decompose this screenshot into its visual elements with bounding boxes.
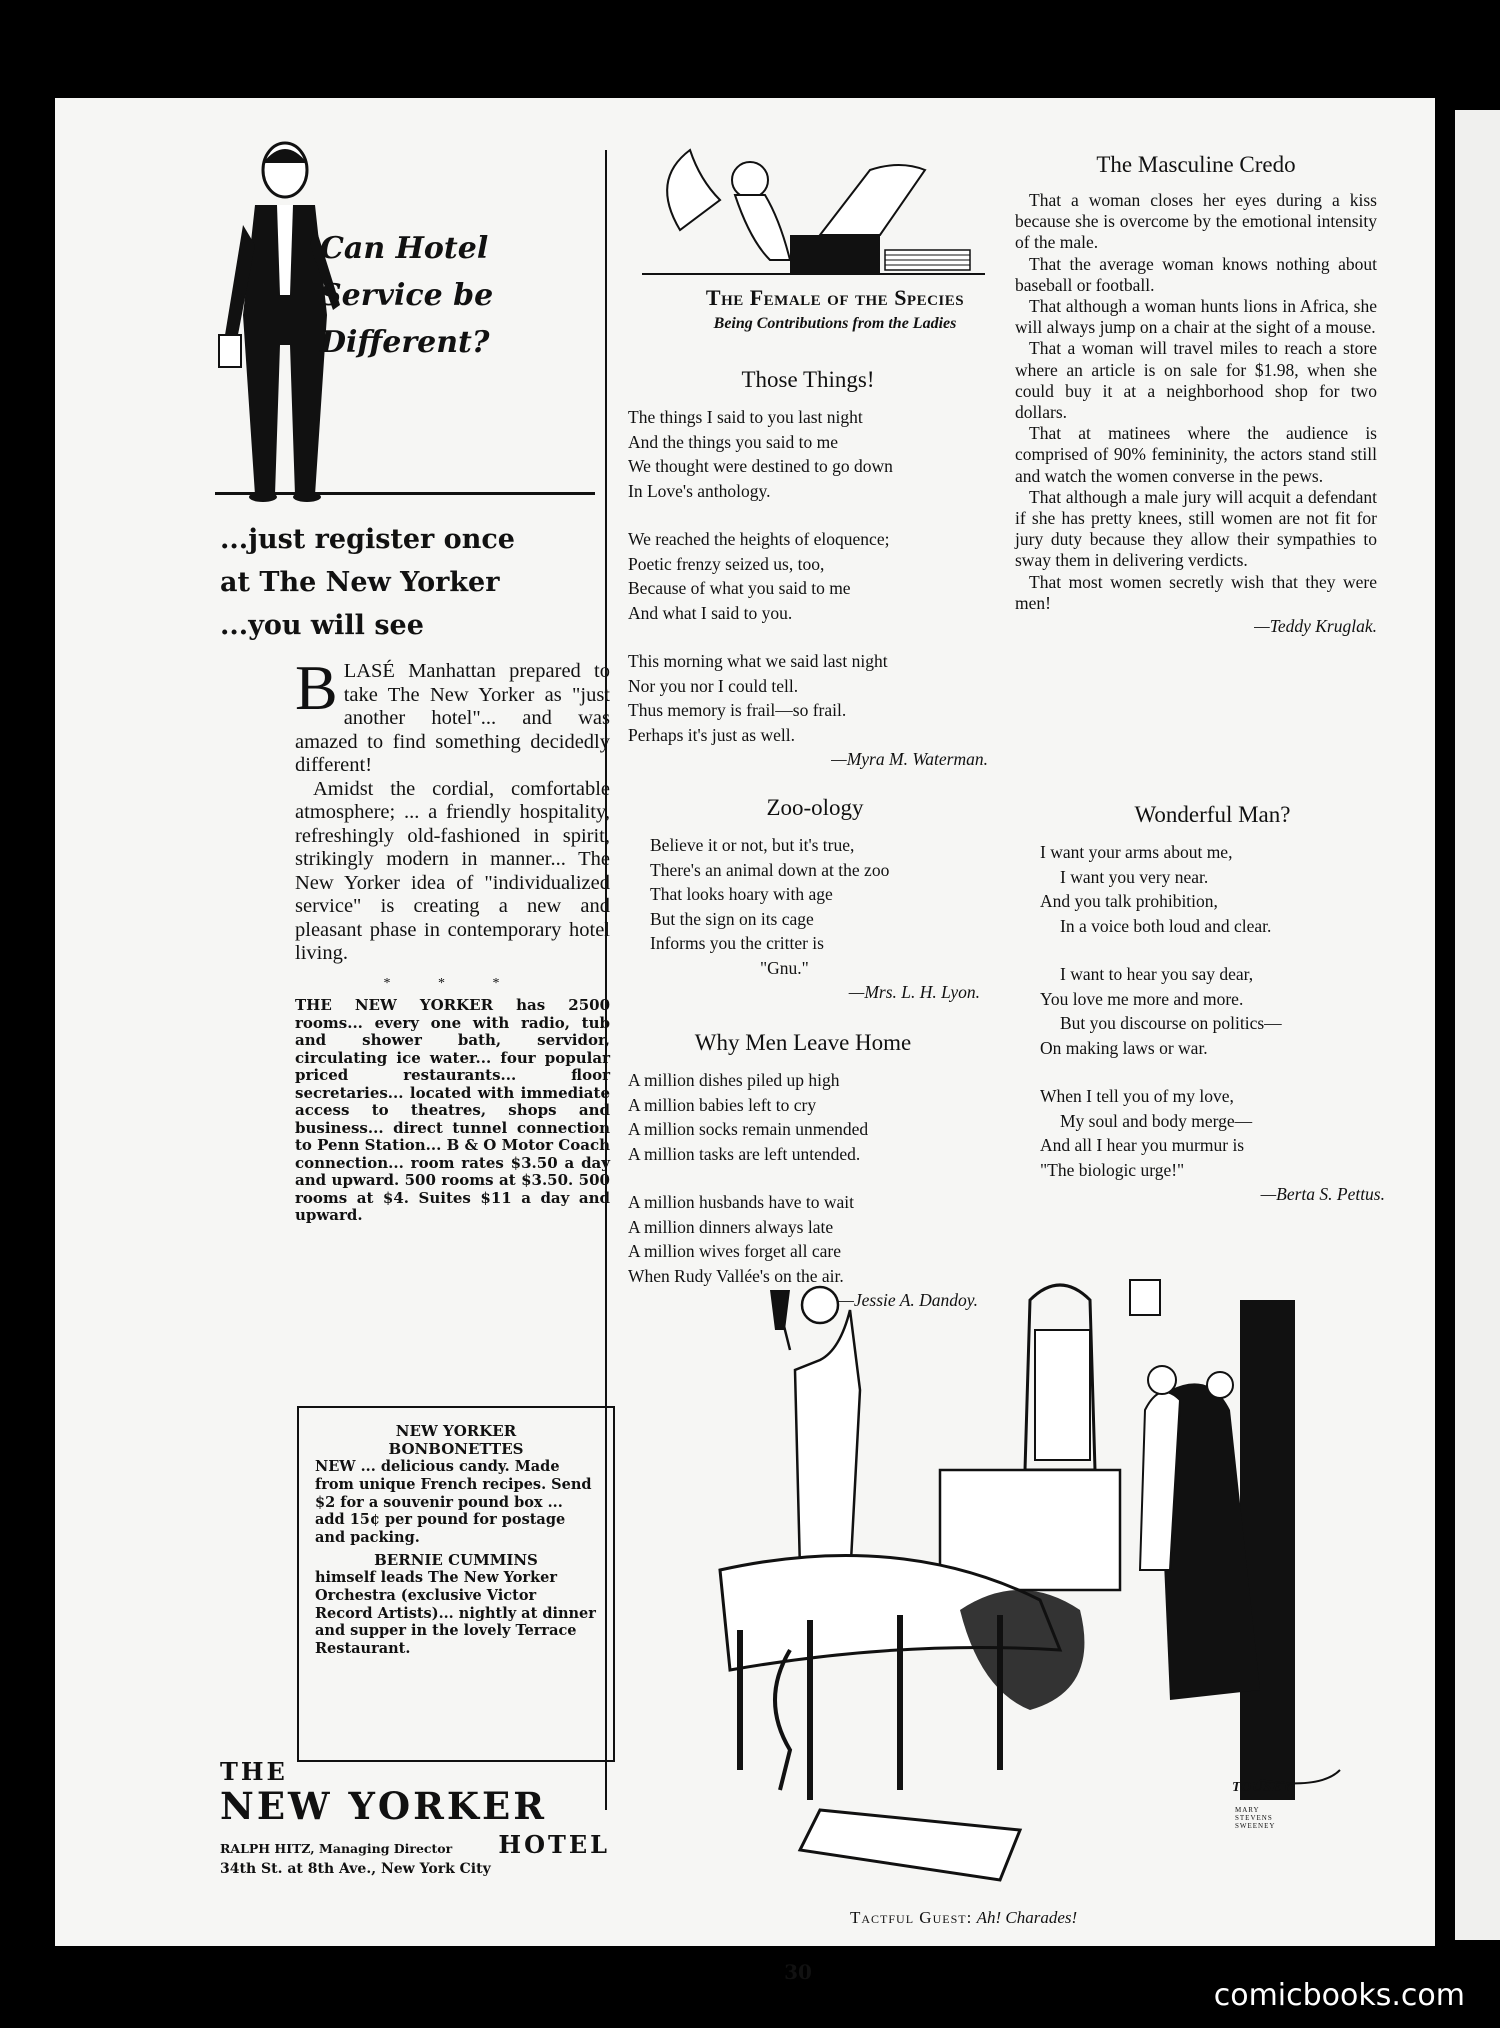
poem-line: Because of what you said to me	[628, 578, 851, 598]
poem-line: A million dinners always late	[628, 1216, 834, 1237]
poem-line: "The biologic urge!"	[1040, 1159, 1185, 1180]
ad-tagline-line: ...just register once	[220, 524, 515, 555]
facing-page-edge	[1455, 110, 1500, 1940]
poem-line: A million tasks are left untended.	[628, 1143, 861, 1164]
poem-line: The things I said to you last night	[628, 407, 863, 427]
poem-line: Nor you nor I could tell.	[628, 675, 799, 696]
poem-line: That looks hoary with age	[650, 884, 833, 904]
poem-credit: —Jessie A. Dandoy.	[838, 1290, 978, 1310]
stanza-break	[1040, 1060, 1385, 1084]
ad-stars-divider: * * *	[383, 975, 522, 991]
poem-line: There's an animal down at the zoo	[650, 859, 890, 880]
poem-title: Those Things!	[741, 367, 875, 392]
credo-paragraphs	[1015, 190, 1377, 614]
credo-paragraph: That the average woman knows nothing about baseball or football.	[1015, 253, 1377, 295]
poem-line: You love me more and more.	[1040, 988, 1244, 1009]
sig-director: RALPH HITZ, Managing Director	[220, 1841, 453, 1856]
site-watermark: comicbooks.com	[1213, 1978, 1465, 2013]
ad-small-print: THE NEW YORKER has 2500 rooms... every one with radio, tub and shower bath, servidor, circulating ice water... four popular priced restaurants... floor secretaries... located with immediate access to theatres, shops and business... direct tunnel connection to Penn Station... B & O Motor Coach connection... room rates $3.50 a day and upward. 500 rooms at $3.50. 500 rooms at $4. Suites $11 a day and upward.	[295, 996, 610, 1224]
ad-headline	[320, 225, 560, 366]
credo-title: The Masculine Credo	[1096, 152, 1296, 177]
ad-headline-line: Can Hotel	[320, 231, 489, 266]
box-text: NEW ... delicious candy. Made from unique French recipes. Send $2 for a souvenir pound box ... add 15¢ per pound for postage and packing.	[315, 1458, 592, 1547]
box-title: BONBONETTES	[388, 1440, 524, 1458]
poem-line: Poetic frenzy seized us, too,	[628, 553, 825, 574]
ad-promo-box	[297, 1406, 615, 1762]
poem-line: Informs you the critter is	[650, 933, 824, 953]
poem-line: In Love's anthology.	[628, 480, 771, 501]
stanza-break	[1040, 938, 1385, 962]
illustration-signature: TOUSEY	[1232, 1780, 1293, 1795]
credo-paragraph: That a woman closes her eyes during a kiss because she is overcome by the emotional intensity of the male.	[1015, 190, 1377, 253]
poem-line: When Rudy Vallée's on the air.	[628, 1265, 844, 1286]
ad-tagline-line: at The New Yorker	[220, 567, 500, 598]
poem-line: This morning what we said last night	[628, 651, 888, 671]
poem-line: And the things you said to me	[628, 431, 838, 452]
poem-line: But the sign on its cage	[650, 908, 814, 929]
credo-paragraph: That although a male jury will acquit a defendant if she has pretty knees, still women are not fit for jury duty because they allow their sympathies to sway them in delivering verdicts.	[1015, 486, 1377, 571]
sig-hotel-word: HOTEL	[498, 1830, 610, 1859]
poem-line: But you discourse on politics—	[1060, 1013, 1282, 1033]
section-subtitle: Being Contributions from the Ladies	[713, 315, 957, 332]
charades-illustration	[700, 1270, 1380, 1890]
ad-body	[295, 652, 610, 1225]
poem-zoo-ology	[650, 793, 980, 1005]
credo-paragraph: That at matinees where the audience is comprised of 90% femininity, the actors stand still and watch the women converse in the pews.	[1015, 423, 1377, 486]
poem-line: When I tell you of my love,	[1040, 1086, 1234, 1106]
poem-line: I want you very near.	[1060, 866, 1209, 887]
credo-credit: —Teddy Kruglak.	[1254, 616, 1377, 637]
ad-headline-line: Service be	[320, 278, 494, 313]
poem-line: And all I hear you murmur is	[1040, 1135, 1245, 1155]
poem-wonderful-man	[1040, 800, 1385, 1207]
credo-paragraph: That a woman will travel miles to reach a store where an article is on sale for $1.98, when she could buy it at a neighborhood shop for two dollars.	[1015, 338, 1377, 423]
sig-address: 34th St. at 8th Ave., New York City	[220, 1861, 491, 1877]
poem-line: A million wives forget all care	[628, 1241, 842, 1261]
poem-title: Zoo-ology	[766, 795, 864, 820]
illustration-caption	[850, 1908, 1350, 1928]
poem-lines	[1040, 840, 1385, 1182]
poem-line: I want your arms about me,	[1040, 842, 1233, 862]
box-title: BERNIE CUMMINS	[374, 1550, 538, 1569]
ad-body-paragraph: Amidst the cordial, comfortable atmosphere; ... a friendly hospitality, refreshingly old-fashioned in spirit, strikingly modern in manner... The New Yorker idea of "individualized service" is creating a new and pleasant phase in contemporary hotel living.	[295, 777, 610, 964]
page-number: 30	[784, 1960, 812, 1984]
poem-title: Wonderful Man?	[1134, 802, 1291, 827]
poem-line: We thought were destined to go down	[628, 456, 893, 476]
box-title: NEW YORKER	[395, 1422, 517, 1440]
credo-paragraph: That although a woman hunts lions in Africa, she will always jump on a chair at the sight of a mouse.	[1015, 296, 1377, 338]
ad-headline-line: Different?	[320, 325, 490, 360]
ad-body-paragraph: LASÉ Manhattan prepared to take The New Yorker as "just another hotel"... and was amazed to find something decidedly different!	[295, 660, 610, 776]
poem-line: My soul and body merge—	[1060, 1110, 1253, 1131]
stanza-break	[628, 503, 988, 527]
poem-those-things	[628, 365, 988, 772]
caption-speaker: Tactful Guest:	[850, 1908, 973, 1927]
poem-credit: —Mrs. L. H. Lyon.	[848, 982, 980, 1002]
cupid-typewriter-illustration	[640, 140, 990, 280]
poem-line: I want to hear you say dear,	[1060, 964, 1254, 984]
poem-line: A million husbands have to wait	[628, 1192, 855, 1212]
poem-line: And what I said to you.	[628, 602, 793, 623]
poem-line: Thus memory is frail—so frail.	[628, 700, 847, 720]
sig-hotel-name: NEW YORKER	[220, 1784, 547, 1828]
drop-cap: B	[295, 652, 338, 723]
stanza-break	[628, 1166, 978, 1190]
ad-tagline-line: ...you will see	[220, 610, 424, 641]
poem-line: Believe it or not, but it's true,	[650, 835, 855, 855]
sig-the: THE	[220, 1757, 288, 1786]
poem-line: We reached the heights of eloquence;	[628, 529, 890, 549]
poem-lines	[628, 405, 988, 747]
section-title: The Female of the Species	[705, 285, 965, 310]
caption-text: Ah! Charades!	[976, 1908, 1078, 1927]
box-text: himself leads The New Yorker Orchestra (exclusive Victor Record Artists)... nightly at dinner and supper in the lovely Terrace Restaurant.	[315, 1568, 596, 1658]
poem-line: On making laws or war.	[1040, 1037, 1208, 1058]
ad-rule	[215, 492, 595, 495]
stanza-break	[628, 625, 988, 649]
poem-line: In a voice both loud and clear.	[1060, 915, 1272, 936]
poem-line: A million dishes piled up high	[628, 1070, 840, 1090]
poem-credit: —Myra M. Waterman.	[831, 749, 988, 769]
poem-line: A million babies left to cry	[628, 1094, 817, 1115]
poem-line: A million socks remain unmended	[628, 1119, 869, 1139]
credo-paragraph: That most women secretly wish that they were men!	[1015, 571, 1377, 613]
poem-lines	[650, 833, 980, 980]
poem-credit: —Berta S. Pettus.	[1260, 1184, 1385, 1204]
hotel-signature	[220, 1757, 610, 1877]
masculine-credo	[1015, 150, 1377, 639]
poem-line: Perhaps it's just as well.	[628, 724, 795, 745]
illustration-sub-credit: MARY STEVENS SWEENEY	[1235, 1806, 1276, 1830]
poem-line: And you talk prohibition,	[1040, 891, 1218, 911]
poem-line: "Gnu."	[760, 957, 809, 978]
poem-lines	[628, 1068, 978, 1288]
poem-title: Why Men Leave Home	[694, 1030, 912, 1055]
ad-tagline	[220, 518, 610, 647]
